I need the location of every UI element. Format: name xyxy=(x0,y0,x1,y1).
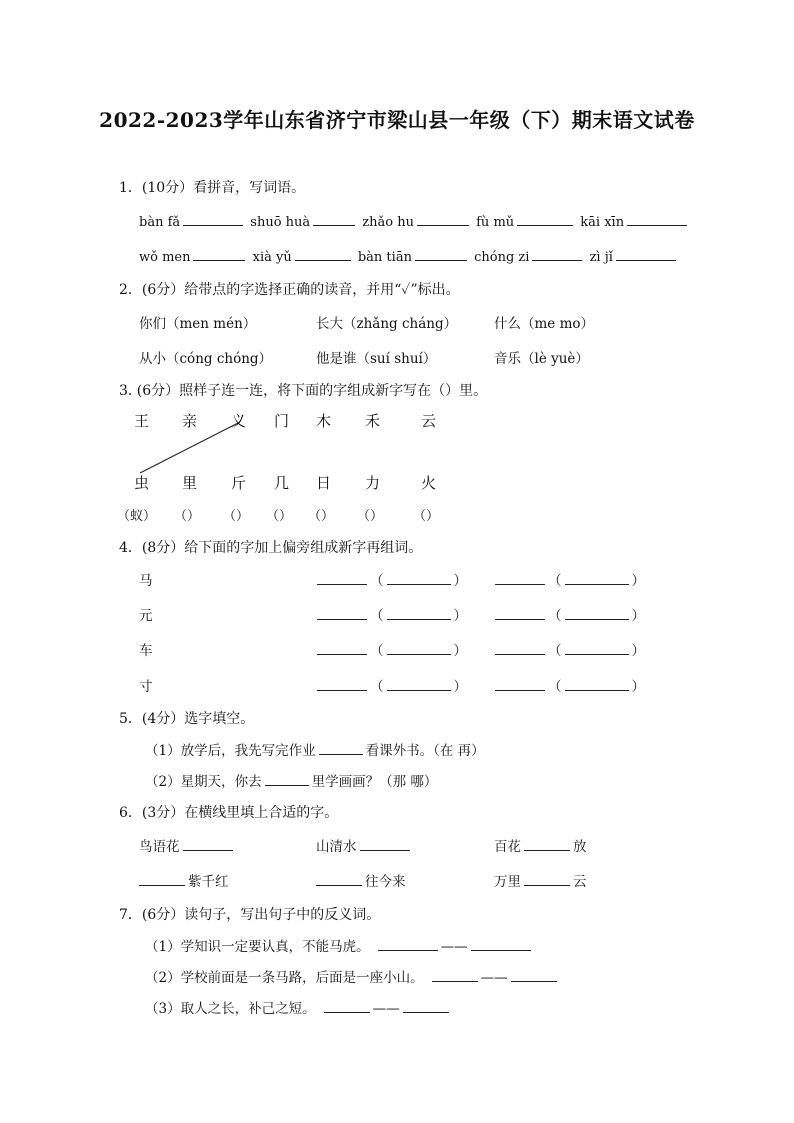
question-5-heading: 5．(4分）选字填空。 xyxy=(119,711,255,727)
paren-close: ） xyxy=(453,643,467,659)
new-char-blank[interactable] xyxy=(495,570,545,585)
question-3-heading: 3. (6分）照样子连一连，将下面的字组成新字写在（）里。 xyxy=(119,383,488,399)
answer-paren[interactable]: （） xyxy=(413,509,440,524)
sentence-start: （2）星期天，你去 xyxy=(145,774,262,790)
answer-blank[interactable] xyxy=(524,836,570,851)
bottom-char[interactable]: 日 xyxy=(316,474,332,492)
bottom-char[interactable]: 里 xyxy=(182,474,198,492)
answer-blank[interactable] xyxy=(511,967,557,982)
sentence: （1）学知识一定要认真，不能马虎。 xyxy=(145,939,370,955)
paren-open: （ xyxy=(370,643,384,659)
answer-blank[interactable] xyxy=(324,998,370,1013)
paren-open: （ xyxy=(370,679,384,695)
word-blank[interactable] xyxy=(565,676,629,691)
word-blank[interactable] xyxy=(387,605,451,620)
base-char: 马 xyxy=(139,573,153,589)
top-char[interactable]: 亲 xyxy=(182,412,198,430)
fill-sentence xyxy=(145,739,485,759)
base-char: 寸 xyxy=(139,679,153,695)
idiom-text: 百花 xyxy=(494,839,521,855)
answer-blank[interactable] xyxy=(316,871,362,886)
new-char-blank[interactable] xyxy=(317,676,367,691)
top-char[interactable]: 木 xyxy=(316,412,332,430)
paren-open: （ xyxy=(548,573,562,589)
new-char-blank[interactable] xyxy=(317,605,367,620)
idiom-item xyxy=(139,835,236,855)
new-char-blank[interactable] xyxy=(495,676,545,691)
answer-paren[interactable]: （） xyxy=(223,509,250,524)
dash: —— xyxy=(480,970,508,986)
top-char[interactable]: 王 xyxy=(134,412,150,430)
new-char-blank[interactable] xyxy=(495,605,545,620)
base-char: 车 xyxy=(139,643,153,659)
answer-blank[interactable] xyxy=(319,740,363,755)
paren-open: （ xyxy=(548,643,562,659)
answer-paren[interactable]: （） xyxy=(266,509,293,524)
answer-paren[interactable]: （蚁） xyxy=(117,509,157,524)
sentence: （3）取人之长，补己之短。 xyxy=(145,1001,316,1017)
answer-paren[interactable]: （） xyxy=(174,509,201,524)
pinyin: shuō huà xyxy=(250,215,311,230)
idiom-item xyxy=(494,835,587,855)
word-blank-group xyxy=(314,675,467,695)
word-blank-group xyxy=(314,569,467,589)
new-char-blank[interactable] xyxy=(317,570,367,585)
pinyin: bàn fǎ xyxy=(139,215,181,230)
paren-open: （ xyxy=(370,573,384,589)
idiom-item xyxy=(316,870,406,890)
pinyin: zì jǐ xyxy=(589,250,613,265)
bottom-char[interactable]: 火 xyxy=(421,474,437,492)
answer-blank[interactable] xyxy=(524,871,570,886)
sentence-start: （1）放学后，我先写完作业 xyxy=(145,743,316,759)
word-blank[interactable] xyxy=(565,640,629,655)
answer-blank[interactable] xyxy=(360,836,410,851)
question-4-heading: 4．(8分）给下面的字加上偏旁组成新字再组词。 xyxy=(119,540,423,556)
idiom-item xyxy=(139,870,229,890)
pinyin: kāi xīn xyxy=(580,215,625,230)
word-blank[interactable] xyxy=(387,676,451,691)
word-blank-group xyxy=(492,675,645,695)
reading-choice[interactable]: 什么（me mo） xyxy=(494,316,595,332)
word-blank-group xyxy=(492,604,645,624)
idiom-text: 山清水 xyxy=(316,839,357,855)
paren-close: ） xyxy=(453,608,467,624)
idiom-item xyxy=(494,870,587,890)
answer-blank[interactable] xyxy=(378,936,438,951)
answer-blank[interactable] xyxy=(139,871,185,886)
pinyin: zhǎo hu xyxy=(362,215,414,230)
idiom-text: 放 xyxy=(573,839,587,855)
word-blank[interactable] xyxy=(387,640,451,655)
question-6-heading: 6．(3分）在横线里填上合适的字。 xyxy=(119,805,339,821)
question-2-heading: 2．(6分）给带点的字选择正确的读音，并用“✓”标出。 xyxy=(119,282,460,298)
dash: —— xyxy=(440,939,468,955)
pinyin: wǒ men xyxy=(139,250,191,265)
word-blank[interactable] xyxy=(387,570,451,585)
idiom-text: 云 xyxy=(573,874,587,890)
bottom-char[interactable]: 力 xyxy=(365,474,381,492)
paren-close: ） xyxy=(453,573,467,589)
paren-close: ） xyxy=(631,643,645,659)
pinyin: bàn tiān xyxy=(357,250,412,265)
sentence-end: 里学画画？（那 哪） xyxy=(311,774,438,790)
word-blank-group xyxy=(314,639,467,659)
word-blank-group xyxy=(492,569,645,589)
bottom-char[interactable]: 斤 xyxy=(231,474,247,492)
antonym-item xyxy=(145,997,452,1017)
paren-open: （ xyxy=(548,679,562,695)
top-char[interactable]: 云 xyxy=(421,412,437,430)
antonym-item xyxy=(145,935,534,955)
answer-blank[interactable] xyxy=(403,998,449,1013)
answer-blank[interactable] xyxy=(471,936,531,951)
answer-blank[interactable] xyxy=(265,771,309,786)
sentence: （2）学校前面是一条马路，后面是一座小山。 xyxy=(145,970,424,986)
paren-close: ） xyxy=(631,679,645,695)
word-blank[interactable] xyxy=(565,605,629,620)
top-char[interactable]: 门 xyxy=(274,412,290,430)
answer-paren[interactable]: （） xyxy=(357,509,384,524)
paren-open: （ xyxy=(548,608,562,624)
idiom-text: 往今来 xyxy=(365,874,406,890)
answer-blank[interactable] xyxy=(432,967,478,982)
pinyin: fù mǔ xyxy=(476,215,515,230)
paren-close: ） xyxy=(631,573,645,589)
paren-close: ） xyxy=(453,679,467,695)
reading-choice[interactable]: 他是谁（suí shuí） xyxy=(316,351,437,367)
question-7-heading: 7．(6分）读句子，写出句子中的反义词。 xyxy=(119,907,381,923)
idiom-item xyxy=(316,835,413,855)
bottom-char[interactable]: 虫 xyxy=(134,474,150,492)
question-1-heading: 1．(10分）看拼音，写词语。 xyxy=(119,180,306,196)
word-blank-group xyxy=(314,604,467,624)
idiom-text: 紫千红 xyxy=(188,874,229,890)
paren-close: ） xyxy=(631,608,645,624)
idiom-text: 万里 xyxy=(494,874,521,890)
idiom-text: 鸟语花 xyxy=(139,839,180,855)
reading-choice[interactable]: 你们（men mén） xyxy=(139,316,257,332)
reading-choice[interactable]: 长大（zhǎng cháng） xyxy=(316,316,458,332)
new-char-blank[interactable] xyxy=(495,640,545,655)
reading-choice[interactable]: 从小（cóng chóng） xyxy=(139,351,273,367)
sentence-end: 看课外书。（在 再） xyxy=(365,743,485,759)
top-char[interactable]: 义 xyxy=(231,412,247,430)
word-blank-group xyxy=(492,639,645,659)
pinyin: chóng zi xyxy=(474,250,530,265)
antonym-item xyxy=(145,966,560,986)
base-char: 元 xyxy=(139,608,153,624)
dash: —— xyxy=(372,1001,400,1017)
new-char-blank[interactable] xyxy=(317,640,367,655)
bottom-char[interactable]: 几 xyxy=(274,474,290,492)
fill-sentence xyxy=(145,770,437,790)
answer-paren[interactable]: （） xyxy=(308,509,335,524)
page-title: 2022-2023学年山东省济宁市梁山县一年级（下）期末语文试卷 xyxy=(99,108,695,132)
paren-open: （ xyxy=(370,608,384,624)
reading-choice[interactable]: 音乐（lè yuè） xyxy=(494,351,589,367)
pinyin: xià yǔ xyxy=(252,250,292,265)
answer-blank[interactable] xyxy=(183,836,233,851)
word-blank[interactable] xyxy=(565,570,629,585)
top-char[interactable]: 禾 xyxy=(365,412,381,430)
